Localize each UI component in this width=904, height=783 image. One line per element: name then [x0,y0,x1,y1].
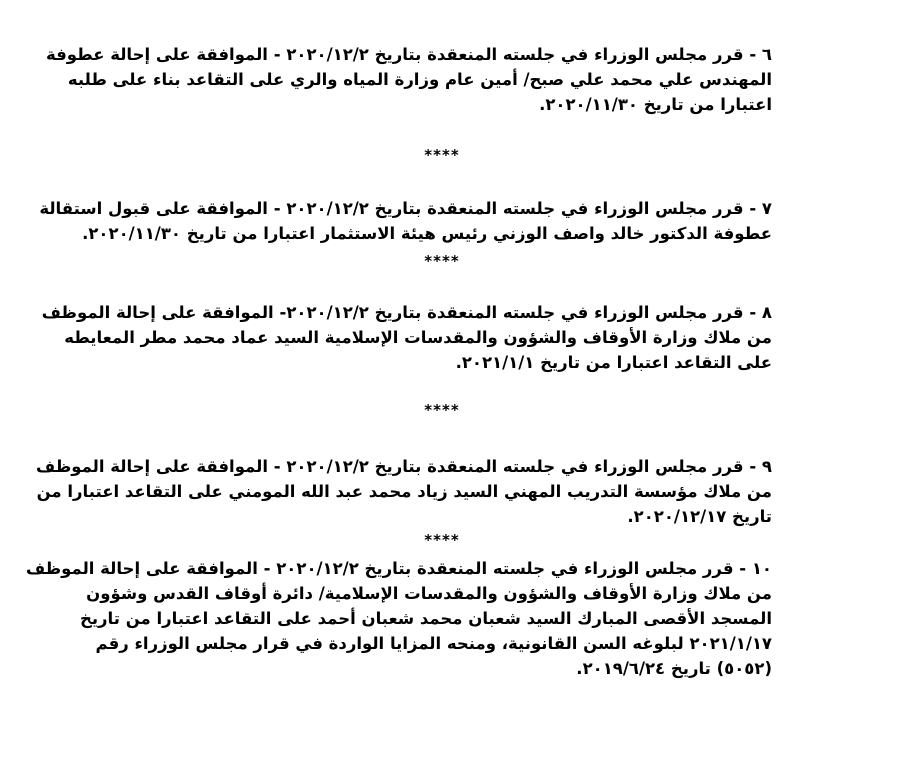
decision-6 [45,42,772,117]
decision-10 [25,556,772,681]
decision-line: (٥٠٥٢) تاريخ ٢٠١٩/٦/٢٤. [576,659,772,678]
separator: **** [424,252,460,270]
decision-line: ٦ - قرر مجلس الوزراء في جلسته المنعقدة بتاريخ ٢٠٢٠/١٢/٢ - الموافقة على إحالة عطوفة [45,45,772,64]
decision-line: اعتبارا من تاريخ ٢٠٢٠/١١/٣٠. [539,95,772,114]
decision-line: تاريخ ٢٠٢٠/١٢/١٧. [627,507,772,526]
separator: **** [424,401,460,419]
decision-line: المهندس علي محمد علي صبح/ أمين عام وزارة المياه والري على التقاعد بناء على طلبه [67,70,772,89]
decision-line: المسجد الأقصى المبارك السيد شعبان محمد شعبان أحمد على التقاعد اعتبارا من تاريخ [79,609,772,628]
separator: **** [424,146,460,164]
decision-8 [41,300,772,375]
decision-7 [39,196,772,246]
decision-line: على التقاعد اعتبارا من تاريخ ٢٠٢١/١/١. [455,353,772,372]
decision-line: ١٠ - قرر مجلس الوزراء في جلسته المنعقدة بتاريخ ٢٠٢٠/١٢/٢ - الموافقة على إحالة الموظف [25,559,772,578]
decision-line: ٢٠٢١/١/١٧ لبلوغه السن القانونية، ومنحه المزايا الواردة في قرار مجلس الوزراء رقم [95,634,772,653]
separator: **** [424,531,460,549]
decision-line: من ملاك وزارة الأوقاف والشؤون والمقدسات الإسلامية السيد عماد محمد مطر المعايطه [64,328,772,347]
decision-line: عطوفة الدكتور خالد واصف الوزني رئيس هيئة الاستثمار اعتبارا من تاريخ ٢٠٢٠/١١/٣٠. [82,224,772,243]
decision-line: ٧ - قرر مجلس الوزراء في جلسته المنعقدة بتاريخ ٢٠٢٠/١٢/٢ - الموافقة على قبول استقالة [39,199,772,218]
decision-line: ٩ - قرر مجلس الوزراء في جلسته المنعقدة بتاريخ ٢٠٢٠/١٢/٢ - الموافقة على إحالة الموظف [36,457,772,476]
decision-line: من ملاك وزارة الأوقاف والشؤون والمقدسات الإسلامية/ دائرة أوقاف القدس وشؤون [86,584,772,603]
decision-9 [36,454,772,529]
decision-line: من ملاك مؤسسة التدريب المهني السيد زياد محمد عبد الله المومني على التقاعد اعتبارا من [36,482,772,501]
decision-line: ٨ - قرر مجلس الوزراء في جلسته المنعقدة بتاريخ ٢٠٢٠/١٢/٢- الموافقة على إحالة الموظف [41,303,772,322]
